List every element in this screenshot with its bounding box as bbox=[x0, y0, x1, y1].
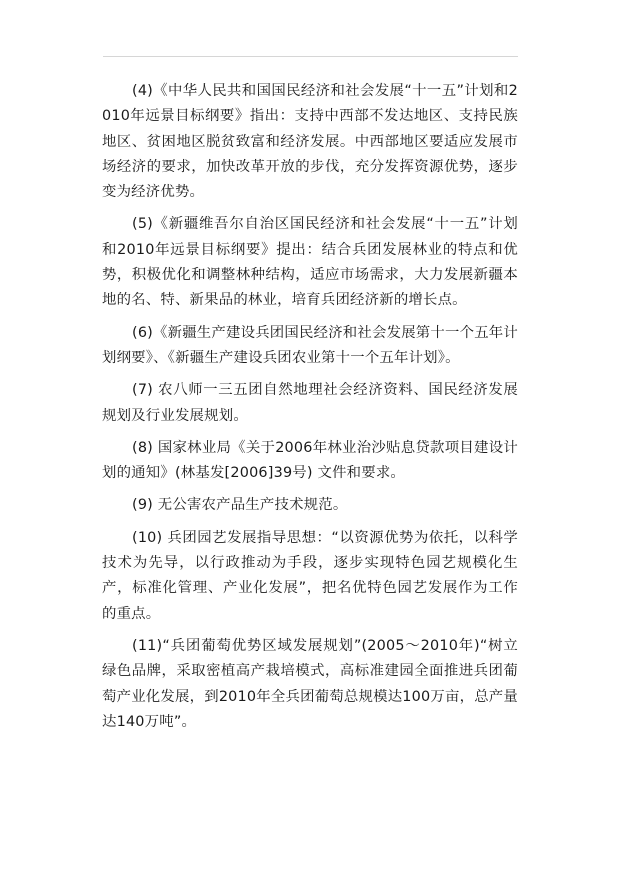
document-body bbox=[102, 79, 518, 742]
header-divider bbox=[103, 56, 518, 57]
paragraph-7: (7) 农八师一三五团自然地理社会经济资料、国民经济发展规划及行业发展规划。 bbox=[102, 382, 518, 424]
paragraph-4: (4)《中华人民共和国国民经济和社会发展“十一五”计划和2010年远景目标纲要》指出：支持中西部不发达地区、支持民族地区、贫困地区脱贫致富和经济发展。中西部地区要适应发展市场经济的要求，加快改革开放的步伐，充分发挥资源优势，逐步变为经济优势。 bbox=[102, 83, 518, 201]
paragraph-9: (9) 无公害农产品生产技术规范。 bbox=[132, 497, 348, 514]
paragraph-11: (11)“兵团葡萄优势区域发展规划”(2005～2010年)“树立绿色品牌，采取密植高产栽培模式，高标准建园全面推进兵团葡萄产业化发展，到2010年全兵团葡萄总规模达100万亩，总产量达140万吨”。 bbox=[102, 637, 518, 730]
paragraph-6: (6)《新疆生产建设兵团国民经济和社会发展第十一个五年计划纲要》、《新疆生产建设兵团农业第十一个五年计划》。 bbox=[102, 324, 518, 366]
paragraph-5: (5)《新疆维吾尔自治区国民经济和社会发展“十一五”计划和2010年远景目标纲要》提出：结合兵团发展林业的特点和优势，积极优化和调整林种结构，适应市场需求，大力发展新疆本地的名、特、新果品的林业，培育兵团经济新的增长点。 bbox=[102, 216, 518, 309]
paragraph-8: (8) 国家林业局《关于2006年林业治沙贴息贷款项目建设计划的通知》(林基发[2006]39号) 文件和要求。 bbox=[102, 439, 518, 482]
paragraph-10: (10) 兵团园艺发展指导思想：“以资源优势为依托，以科学技术为先导，以行政推动为手段，逐步实现特色园艺规模化生产，标准化管理、产业化发展”，把名优特色园艺发展作为工作的重点。 bbox=[102, 529, 518, 622]
